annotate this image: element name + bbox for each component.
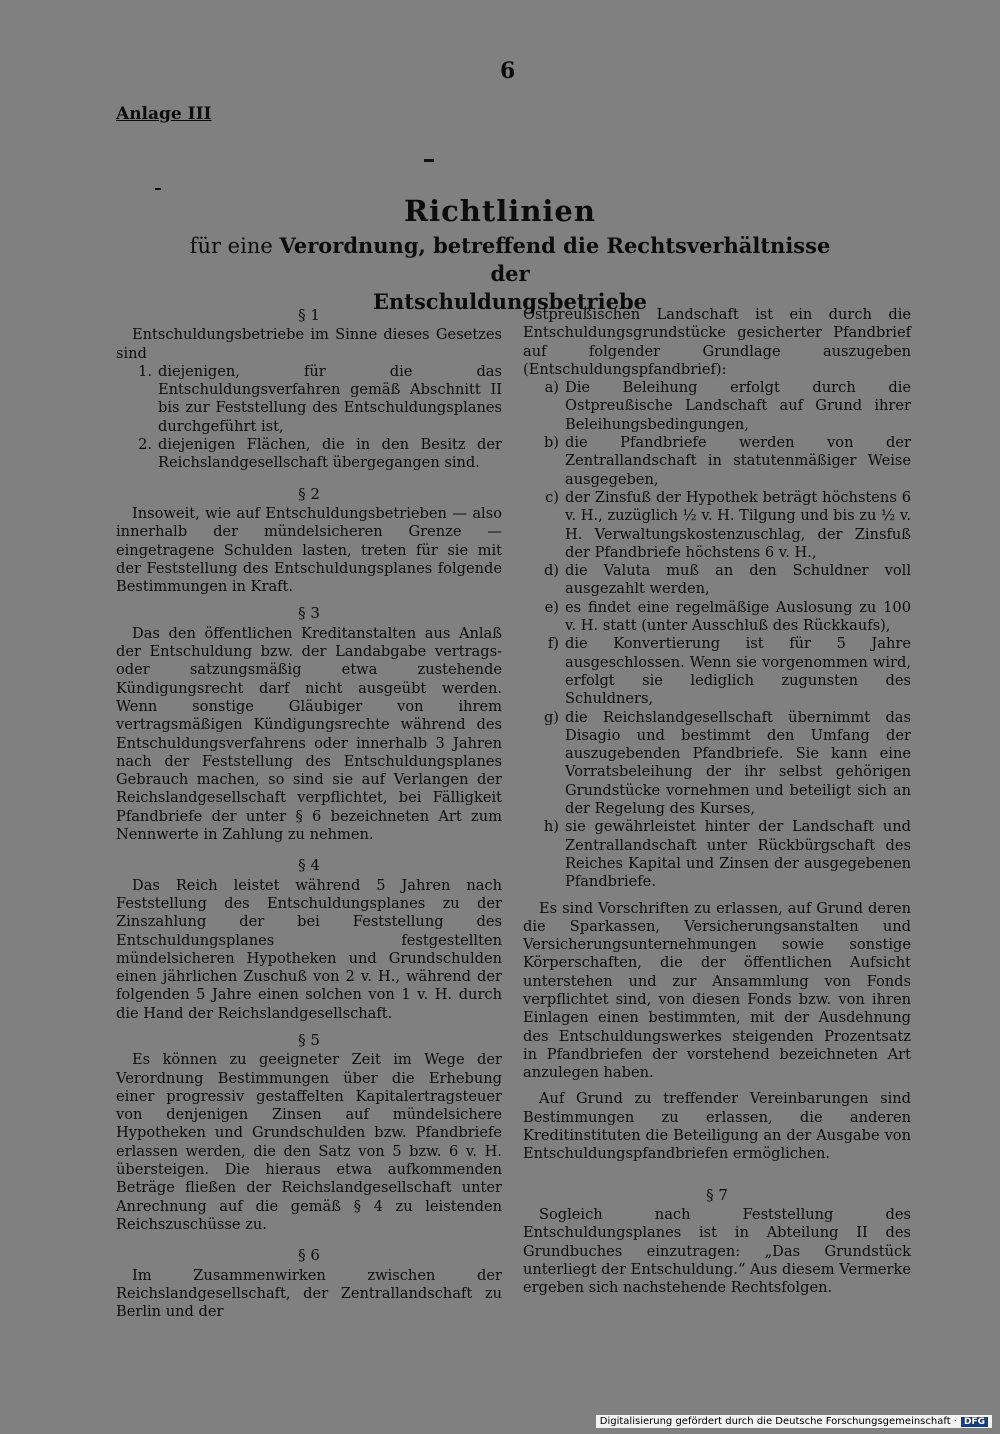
subtitle-prefix: für eine (189, 234, 273, 258)
document-title: Richtlinien (404, 194, 596, 228)
item-text: sie gewährleistet hinter der Landschaft und Zentrallandschaft unter Rückbürgschaft des Reiches Kapital und Zinsen der ausgegebenen Pfandbriefe. (565, 818, 911, 891)
section-6-text-continued: Ostpreußischen Landschaft ist ein durch die Entschuldungsgrundstücke gesicherter Pfandbrief auf folgender Grundlage auszugeben (Entschuldungspfandbrief): (523, 306, 911, 378)
right-column (523, 306, 911, 1297)
section-5-text: Es können zu geeigneter Zeit im Wege der Verordnung Bestimmungen über die Erhebung einer progressiv gestaffelten Kapitalertragsteuer von denjenigen Zinsen auf mündelsichere Hypotheken und Grundschulden bzw. Pfandbriefe erlassen werden, die den Satz von 5 bzw. 6 v. H. übersteigen. Die hieraus etwa aufkommenden Beträge fließen der Reichslandgesellschaft unter Anrechnung auf die gemäß § 4 zu leistenden Reichszuschüsse zu. (116, 1051, 502, 1233)
list-item (523, 379, 911, 434)
list-item (523, 635, 911, 708)
digitization-footer (596, 1415, 992, 1428)
section-7-text: Sogleich nach Feststellung des Entschuldungsplanes ist in Abteilung II des Grundbuches einzutragen: „Das Grundstück unterliegt der Entschuldung.“ Aus diesem Vermerke ergeben sich nachstehende Rechtsfolgen. (523, 1205, 912, 1297)
item-label: 2. (138, 436, 152, 454)
section-2-text: Insoweit, wie auf Entschuldungsbetrieben — also innerhalb der mündelsicheren Grenze — eingetragene Schulden lasten, treten für sie mit der Feststellung des Entschuldungsplanes folgende Bestimmungen in Kraft. (116, 504, 502, 596)
list-item (116, 436, 502, 473)
page-number: 6 (500, 58, 516, 84)
annex-label: Anlage III (116, 104, 212, 124)
item-text: der Zinsfuß der Hypothek beträgt höchstens 6 v. H., zuzüglich ½ v. H. Tilgung und bis zu ½ v. H. Verwaltungskostenzuschlag, der Zinsfuß der Pfandbriefe höchstens 6 v. H., (565, 488, 911, 561)
item-text: Die Beleihung erfolgt durch die Ostpreußische Landschaft auf Grund ihrer Beleihungsbedingungen, (565, 379, 911, 433)
section-heading: § 3 (298, 604, 320, 623)
section-heading: § 7 (706, 1185, 728, 1204)
section-3-text: Das den öffentlichen Kreditanstalten aus Anlaß der Entschuldung bzw. der Landabgabe vertrags- oder satzungsmäßig etwa zustehende Kündigungsrecht darf nicht ausgeübt werden. Wenn sonstige Gläubiger von ihrem vertragsmäßigen Kündigungsrechte während des Entschuldungsverfahrens oder innerhalb 3 Jahren nach der Feststellung des Entschuldungsplanes Gebrauch machen, so sind sie auf Verlangen der Reichslandgesellschaft verpflichtet, bei Fälligkeit Pfandbriefe der unter § 6 bezeichneten Art zum Nennwerte in Zahlung zu nehmen. (116, 624, 502, 844)
section-heading: § 5 (298, 1030, 320, 1049)
item-label: f) (547, 635, 559, 653)
item-text: diejenigen, für die das Entschuldungsverfahren gemäß Abschnitt II bis zur Feststellung des Entschuldungsplanes durchgeführt ist, (158, 362, 502, 435)
dfg-logo-icon: DFG (961, 1417, 988, 1427)
item-text: die Konvertierung ist für 5 Jahre ausgeschlossen. Wenn sie vorgenommen wird, erfolgt sie lediglich zugunsten des Schuldners, (565, 635, 911, 708)
section-heading: § 2 (298, 484, 320, 503)
item-label: g) (543, 708, 559, 726)
section-heading: § 6 (298, 1246, 320, 1265)
item-text: diejenigen Flächen, die in den Besitz der Reichslandgesellschaft übergegangen sind. (158, 436, 502, 472)
item-text: es findet eine regelmäßige Auslosung zu 100 v. H. statt (unter Ausschluß des Rückkaufs), (565, 598, 911, 635)
item-text: die Valuta muß an den Schuldner voll ausgezahlt werden, (565, 562, 911, 598)
section-6-paragraph-3: Auf Grund zu treffender Vereinbarungen sind Bestimmungen zu erlassen, die anderen Kreditinstituten die Beteiligung an der Ausgabe von Entschuldungspfandbriefen ermöglichen. (523, 1090, 911, 1163)
item-label: e) (544, 598, 559, 616)
item-label: c) (545, 488, 559, 506)
document-subtitle (180, 232, 840, 316)
list-item (523, 434, 911, 489)
section-1-intro: Entschuldungsbetriebe im Sinne dieses Gesetzes sind (116, 326, 502, 362)
item-text: die Pfandbriefe werden von der Zentrallandschaft in statutenmäßiger Weise ausgegeben, (565, 434, 911, 488)
item-label: h) (543, 818, 559, 836)
list-item (116, 363, 502, 436)
list-item (523, 709, 911, 819)
section-6-text-start: Im Zusammenwirken zwischen der Reichslandgesellschaft, der Zentrallandschaft zu Berlin und der (116, 1266, 502, 1321)
item-label: b) (543, 434, 559, 452)
section-4-text: Das Reich leistet während 5 Jahren nach Feststellung des Entschuldungsplanes zu der Zinszahlung der bei Feststellung des Entschuldungsplanes festgestellten mündelsicheren Hypotheken und Grundschulden einen jährlichen Zuschuß von 2 v. H., während der folgenden 5 Jahre einen solchen von 1 v. H. durch die Hand der Reichslandgesellschaft. (116, 876, 502, 1022)
list-item (523, 489, 911, 562)
list-item (523, 599, 911, 636)
print-mark (155, 188, 161, 190)
item-label: d) (543, 562, 559, 580)
subtitle-line-1: Verordnung, betreffend die Rechtsverhältnisse der (279, 233, 831, 286)
section-heading: § 1 (298, 306, 320, 324)
item-label: a) (544, 379, 559, 397)
section-heading: § 4 (298, 856, 320, 875)
left-column (116, 306, 502, 1321)
section-6-paragraph-2: Es sind Vorschriften zu erlassen, auf Grund deren die Sparkassen, Versicherungsanstalten und Versicherungsunternehmungen sowie sonstige Körperschaften, die der öffentlichen Aufsicht unterstehen und zur Ansammlung von Fonds verpflichtet sind, von diesen Fonds bzw. von ihren Einlagen einen bestimmten, mit der Ausdehnung des Entschuldungswerkes steigenden Prozentsatz in Pfandbriefen der vorstehend bezeichneten Art anzulegen haben. (523, 899, 911, 1082)
footer-text: Digitalisierung gefördert durch die Deutsche Forschungsgemeinschaft · (599, 1416, 957, 1427)
item-label: 1. (138, 362, 152, 380)
subtitle-line-2: Entschuldungsbetriebe (372, 289, 647, 314)
print-mark (424, 159, 434, 162)
item-text: die Reichslandgesellschaft übernimmt das Disagio und bestimmt den Umfang der auszugebenden Pfandbriefe. Sie kann eine Vorratsbeleihung der ihr selbst gehörigen Grundstücke vornehmen und beteiligt sich an der Regelung des Kurses, (565, 708, 911, 818)
list-item (523, 818, 911, 891)
list-item (523, 562, 911, 599)
